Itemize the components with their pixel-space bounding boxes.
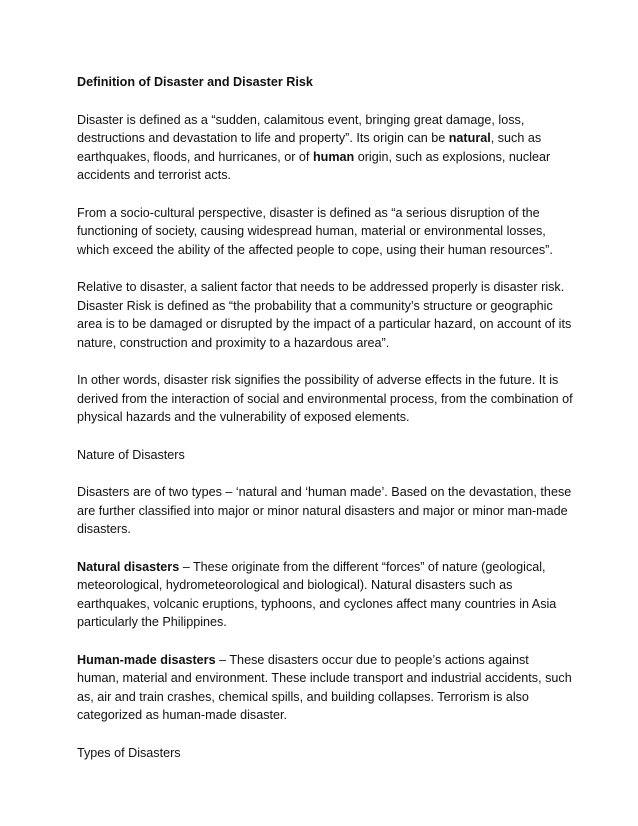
text-segment: – These originate from the different “forces” of nature (geological, meteorological, hydrometeorological and biological). Natural disasters such as earthquakes, volcanic eruptions, typhoons, and cyclones affect many countries in Asia particularly the Philippines. [77,559,557,629]
heading-types-of-disasters: Types of Disasters [77,745,181,760]
paragraph-disaster-definition [77,111,573,185]
text-segment: origin, such as explosions, nuclear accidents and terrorist acts. [77,149,551,182]
paragraph-two-types: Disasters are of two types – ‘natural and ‘human made’. Based on the devastation, these are further classified into major or minor natural disasters and major or minor man-made disasters. [77,485,572,536]
paragraph-natural-disasters [77,558,573,632]
text-segment: , such as earthquakes, floods, and hurricanes, or of [77,131,542,164]
paragraph-human-made-disasters [77,651,573,725]
text-segment: Disaster is defined as a “sudden, calamitous event, bringing great damage, loss, destructions and devastation to life and property”. Its origin can be [77,112,525,145]
bold-term-natural-disasters: Natural disasters [77,559,180,574]
paragraph-socio-cultural: From a socio-cultural perspective, disaster is defined as “a serious disruption of the functioning of society, causing widespread human, material or environmental losses, which exceed the ability of the affected people to cope, using their human resources”. [77,205,553,257]
paragraph-disaster-risk: Relative to disaster, a salient factor that needs to be addressed properly is disaster risk. Disaster Risk is defined as “the probability that a community’s structure or geographic area is to be damaged or disrupted by the impact of a particular hazard, on account of its nature, construction and proximity to a hazardous area”. [77,280,572,350]
document-title: Definition of Disaster and Disaster Risk [77,75,313,89]
text-segment: – These disasters occur due to people’s actions against human, material and environment. These include transport and industrial accidents, such as, air and train crashes, chemical spills, and building collapses. Terrorism is also categorized as human-made disaster. [77,652,572,722]
bold-term-human-made-disasters: Human-made disasters [77,652,216,667]
heading-nature-of-disasters: Nature of Disasters [77,447,185,462]
bold-term-human: human [312,149,355,164]
document-page [77,73,573,781]
paragraph-other-words: In other words, disaster risk signifies the possibility of adverse effects in the future. It is derived from the interaction of social and environmental process, from the combination of physical hazards and the vulnerability of exposed elements. [77,373,573,424]
bold-term-natural: natural [448,131,491,145]
